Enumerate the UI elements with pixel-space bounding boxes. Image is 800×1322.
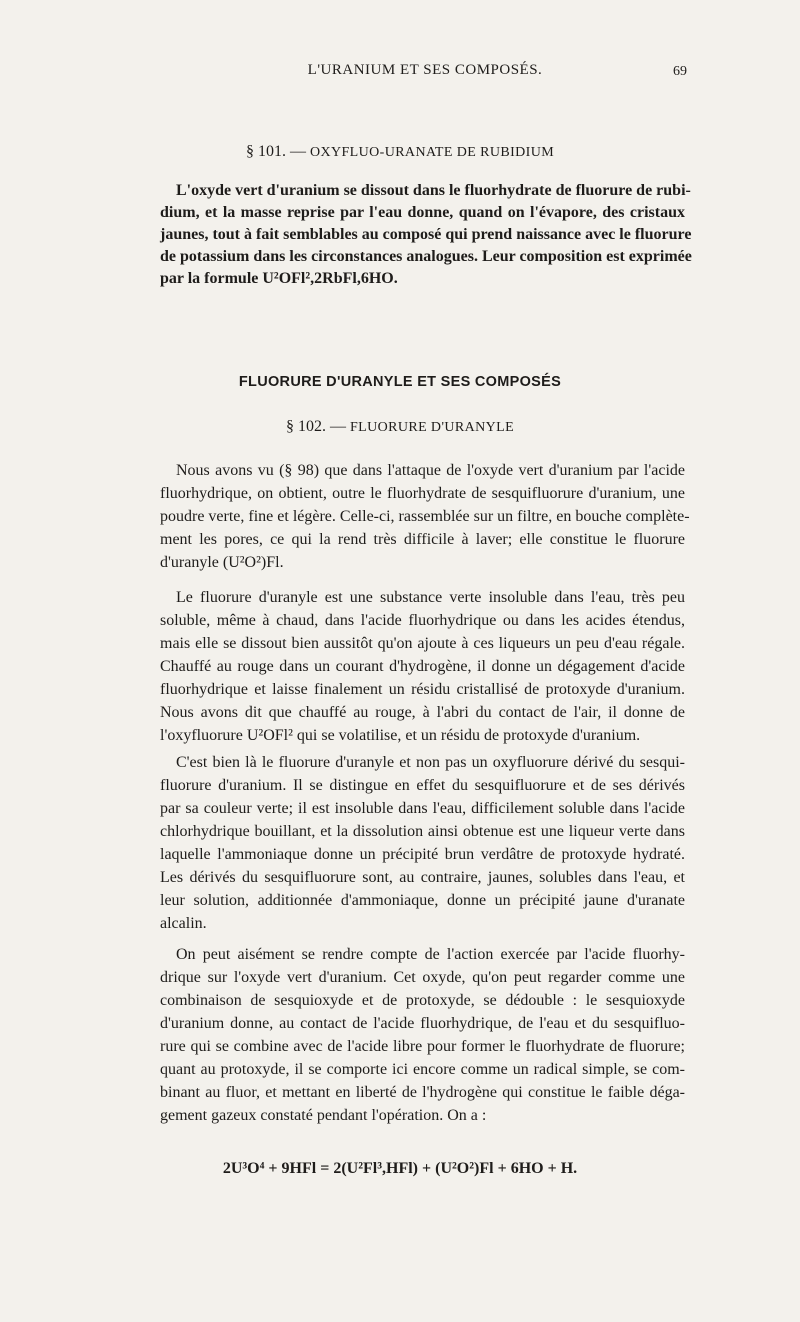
paragraph-line: L'oxyde vert d'uranium se dissout dans le fluorhydrate de fluorure de rubi-	[176, 182, 691, 199]
paragraph-line: poudre verte, fine et légère. Celle-ci, rassemblée sur un filtre, en bouche complète-	[160, 508, 690, 525]
paragraph-line: Nous avons dit que chauffé au rouge, à l'abri du contact de l'air, il donne de	[160, 704, 685, 721]
running-header	[165, 62, 685, 79]
paragraph-line: chlorhydrique bouillant, et la dissolution ainsi obtenue est une liqueur verte dans	[160, 823, 685, 840]
page-number: 69	[673, 64, 687, 79]
paragraph-line: binant au fluor, et mettant en liberté de l'hydrogène qui constitue le faible déga-	[160, 1084, 685, 1101]
paragraph-line: l'oxyfluorure U²OFl² qui se volatilise, et un résidu de protoxyde d'uranium.	[160, 727, 641, 744]
paragraph-line: fluorhydrique, on obtient, outre le fluorhydrate de sesquifluorure d'uranium, une	[160, 485, 685, 502]
section-101-number: § 101.	[245, 143, 286, 160]
chapter-heading: FLUORURE D'URANYLE ET SES COMPOSÉS	[238, 374, 562, 390]
paragraph-line: rure qui se combine avec de l'acide libre pour former le fluorhydrate de fluorure;	[160, 1038, 685, 1055]
paragraph-line: combinaison de sesquioxyde et de protoxyde, se dédouble : le sesquioxyde	[160, 992, 685, 1009]
paragraph-line: On peut aisément se rendre compte de l'action exercée par l'acide fluorhy-	[176, 946, 685, 963]
paragraph-line: de potassium dans les circonstances analogues. Leur composition est exprimée	[160, 248, 692, 265]
paragraph-line: d'uranyle (U²O²)Fl.	[160, 554, 284, 571]
paragraph-line: laquelle l'ammoniaque donne un précipité brun verdâtre de protoxyde hydraté.	[160, 846, 685, 863]
paragraph-line: jaunes, tout à fait semblables au composé qui prend naissance avec le fluorure	[160, 226, 692, 243]
paragraph-line: gement gazeux constaté pendant l'opération. On a :	[160, 1107, 487, 1124]
paragraph-line: soluble, même à chaud, dans l'acide fluorhydrique ou dans les acides étendus,	[160, 612, 685, 629]
section-102-number: § 102.	[285, 418, 326, 435]
paragraph-line: Nous avons vu (§ 98) que dans l'attaque de l'oxyde vert d'uranium par l'acide	[176, 462, 685, 479]
section-102-dash: —	[329, 418, 346, 435]
paragraph-line: Chauffé au rouge dans un courant d'hydrogène, il donne un dégagement d'acide	[160, 658, 685, 675]
paragraph-line: fluorure d'uranium. Il se distingue en effet du sesquifluorure et de ses dérivés	[160, 777, 685, 794]
paragraph-line: drique sur l'oxyde vert d'uranium. Cet oxyde, qu'on peut regarder comme une	[160, 969, 685, 986]
paragraph-line: C'est bien là le fluorure d'uranyle et non pas un oxyfluorure dérivé du sesqui-	[176, 754, 685, 771]
header-title: L'URANIUM ET SES COMPOSÉS.	[307, 62, 543, 78]
paragraph-line: quant au protoxyde, il se comporte ici encore comme un radical simple, se com-	[160, 1061, 685, 1078]
section-102-heading	[0, 418, 800, 436]
section-101-title: OXYFLUO-URANATE DE RUBIDIUM	[309, 145, 555, 160]
paragraph-line: d'uranium donne, au contact de l'acide fluorhydrique, de l'eau et du sesquifluo-	[160, 1015, 685, 1032]
paragraph-line: par sa couleur verte; il est insoluble dans l'eau, difficilement soluble dans l'acide	[160, 800, 685, 817]
section-101-heading	[0, 143, 800, 161]
paragraph-line: mais elle se dissout bien aussitôt qu'on ajoute à ces liqueurs un peu d'eau régale.	[160, 635, 685, 652]
section-102-title: FLUORURE D'URANYLE	[349, 420, 515, 435]
paragraph-line: Le fluorure d'uranyle est une substance verte insoluble dans l'eau, très peu	[176, 589, 685, 606]
paragraph-line: leur solution, additionnée d'ammoniaque, donne un précipité jaune d'uranate	[160, 892, 685, 909]
paragraph-line: dium, et la masse reprise par l'eau donne, quand on l'évapore, des cristaux	[160, 204, 685, 221]
section-101-dash: —	[289, 143, 306, 160]
chemical-equation: 2U³O⁴ + 9HFl = 2(U²Fl³,HFl) + (U²O²)Fl + 6HO + H.	[222, 1160, 578, 1177]
paragraph-line: par la formule U²OFl²,2RbFl,6HO.	[160, 270, 398, 287]
paragraph-line: Les dérivés du sesquifluorure sont, au contraire, jaunes, solubles dans l'eau, et	[160, 869, 685, 886]
paragraph-line: alcalin.	[160, 915, 207, 932]
paragraph-line: fluorhydrique et laisse finalement un résidu cristallisé de protoxyde d'uranium.	[160, 681, 685, 698]
paragraph-line: ment les pores, ce qui la rend très difficile à laver; elle constitue le fluorure	[160, 531, 685, 548]
